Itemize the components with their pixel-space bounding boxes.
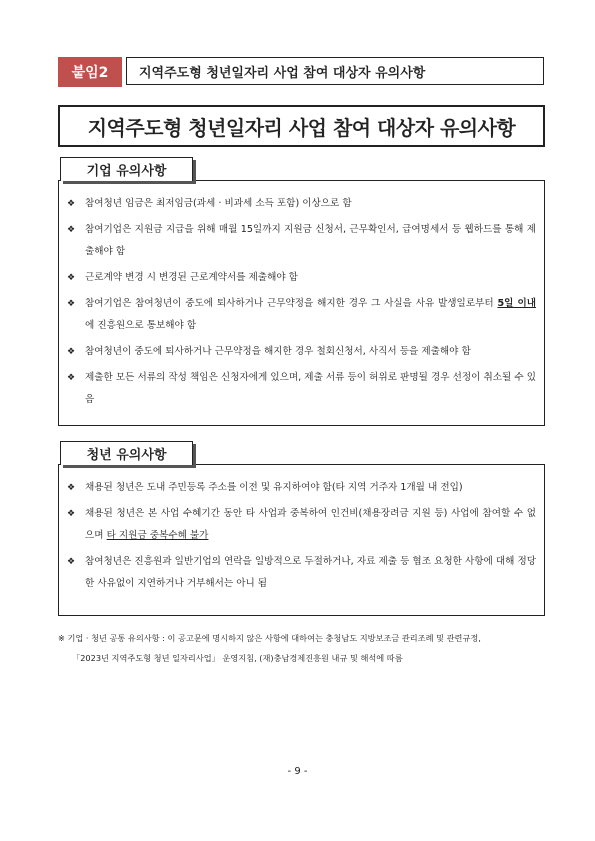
list-item xyxy=(67,367,536,411)
list-item xyxy=(67,293,536,337)
item-text: 참여청년이 중도에 퇴사하거나 근무약정을 해지한 경우 철회신청서, 사직서 등을 제출해야 함 xyxy=(85,346,471,357)
list-item xyxy=(67,477,536,499)
list-item xyxy=(67,551,536,595)
list-item xyxy=(67,267,536,289)
footnote-line-1: ※ 기업 · 청년 공통 유의사항 : 이 공고문에 명시하지 않은 사항에 대하여는 충청남도 지방보조금 관리조례 및 관련규정, xyxy=(58,633,481,643)
diamond-bullet-icon: ❖ xyxy=(67,225,76,235)
item-text: 참여청년은 진흥원과 일반기업의 연락을 일방적으로 두절하거나, 자료 제출 등 협조 요청한 사항에 대해 정당한 사유없이 지연하거나 거부해서는 아니 됨 xyxy=(85,556,536,589)
item-text: 근로계약 변경 시 변경된 근로계약서를 제출해야 함 xyxy=(85,272,298,283)
footnote-line-2: 「2023년 지역주도형 청년 일자리사업」 운영지침, (재)충남경제진흥원 내규 및 해석에 따름 xyxy=(72,653,403,663)
diamond-bullet-icon: ❖ xyxy=(67,557,76,567)
item-text: 참여기업은 지원금 지급을 위해 매월 15일까지 지원금 신청서, 근무확인서, 급여명세서 등 웹하드를 통해 제출해야 함 xyxy=(85,224,536,257)
item-text xyxy=(85,503,536,547)
deadline-emphasis: 5일 이내 xyxy=(497,298,536,309)
diamond-bullet-icon: ❖ xyxy=(67,373,76,383)
item-text-before: 참여기업은 참여청년이 중도에 퇴사하거나 근무약정을 해지한 경우 그 사실을 사유 발생일로부터 xyxy=(85,298,498,309)
diamond-bullet-icon: ❖ xyxy=(67,347,76,357)
diamond-bullet-icon: ❖ xyxy=(67,483,76,493)
item-text xyxy=(85,293,536,337)
company-section-box xyxy=(58,180,545,426)
item-text-before: 채용된 청년은 본 사업 수혜기간 동안 타 사업과 중복하여 인건비(채용장려금 지원 등) 사업에 참여할 수 없으며 xyxy=(85,508,536,541)
attachment-tag: 붙임2 xyxy=(58,57,122,87)
item-text: 제출한 모든 서류의 작성 책임은 신청자에게 있으며, 제출 서류 등이 허위로 판명될 경우 선정이 취소될 수 있음 xyxy=(85,372,536,405)
page-title: 지역주도형 청년일자리 사업 참여 대상자 유의사항 xyxy=(58,105,545,147)
list-item xyxy=(67,193,536,215)
diamond-bullet-icon: ❖ xyxy=(67,299,76,309)
diamond-bullet-icon: ❖ xyxy=(67,273,76,283)
item-text: 참여청년 임금은 최저임금(과세 · 비과세 소득 포함) 이상으로 함 xyxy=(85,198,352,209)
youth-section-tab: 청년 유의사항 xyxy=(60,441,193,465)
company-section-tab: 기업 유의사항 xyxy=(60,157,193,181)
diamond-bullet-icon: ❖ xyxy=(67,199,76,209)
page-number: - 9 - xyxy=(287,766,308,777)
diamond-bullet-icon: ❖ xyxy=(67,509,76,519)
no-duplicate-emphasis: 타 지원금 중복수혜 불가 xyxy=(106,530,209,541)
list-item xyxy=(67,341,536,363)
item-text-after: 에 진흥원으로 통보해야 함 xyxy=(85,320,197,331)
list-item xyxy=(67,503,536,547)
item-text: 채용된 청년은 도내 주민등록 주소를 이전 및 유지하여야 함(타 지역 거주자 1개월 내 전입) xyxy=(85,482,463,493)
footnote xyxy=(58,628,553,668)
list-item xyxy=(67,219,536,263)
header-title: 지역주도형 청년일자리 사업 참여 대상자 유의사항 xyxy=(126,57,544,85)
youth-section-box xyxy=(58,464,545,616)
